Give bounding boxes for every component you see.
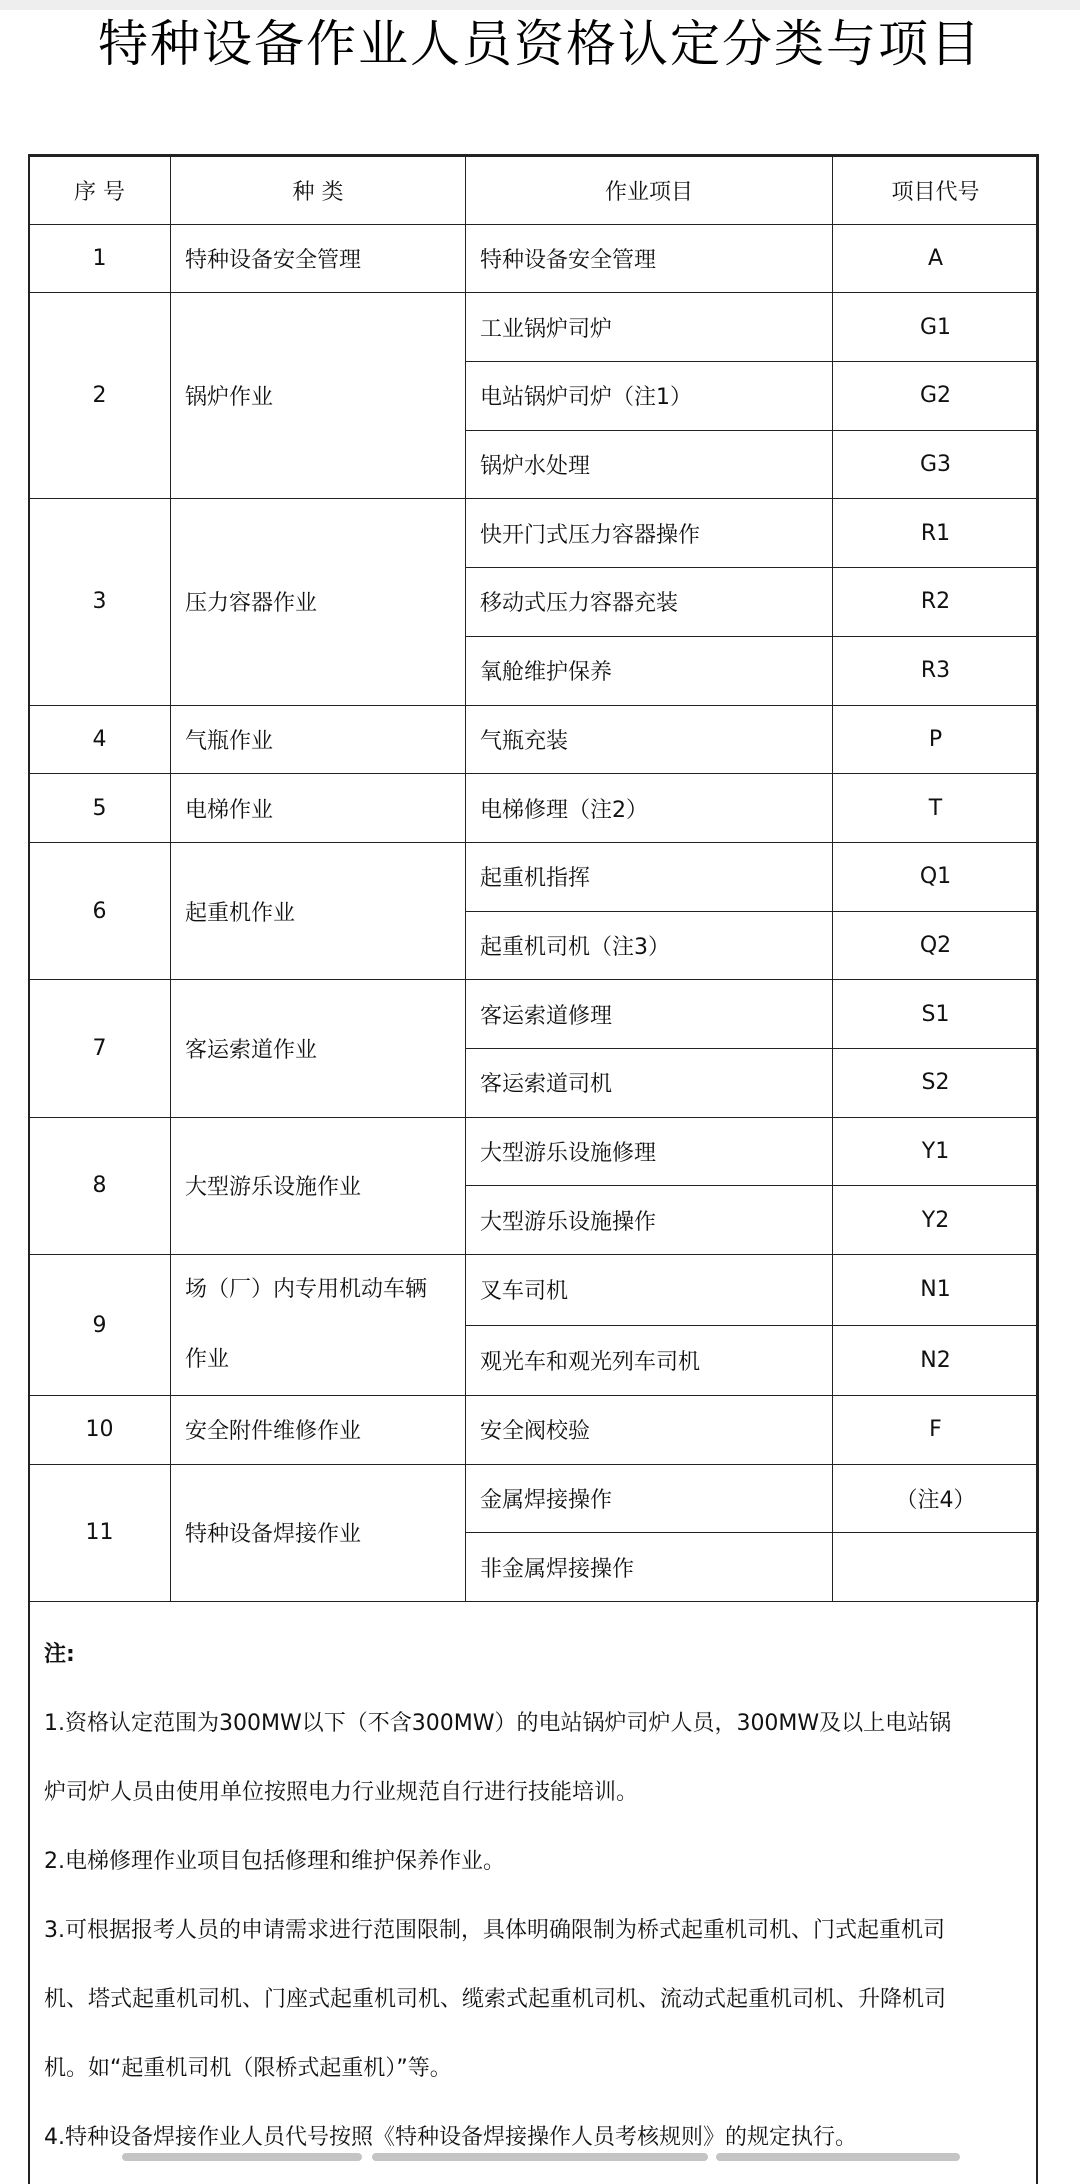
row-kind: 特种设备安全管理	[171, 224, 466, 293]
row-no: 10	[29, 1396, 171, 1465]
row-code: N2	[833, 1325, 1039, 1396]
table-row	[29, 1464, 1039, 1533]
row-code: Q2	[833, 911, 1039, 980]
row-no: 4	[29, 705, 171, 774]
row-code: Y1	[833, 1117, 1039, 1186]
row-no: 3	[29, 499, 171, 705]
row-kind: 大型游乐设施作业	[171, 1117, 466, 1254]
row-no: 2	[29, 293, 171, 499]
row-kind: 起重机作业	[171, 842, 466, 979]
qualification-table	[28, 154, 1039, 1602]
row-item: 快开门式压力容器操作	[466, 499, 833, 568]
row-kind: 特种设备焊接作业	[171, 1464, 466, 1601]
row-code: S2	[833, 1048, 1039, 1117]
row-no: 8	[29, 1117, 171, 1254]
table-header-row	[29, 156, 1039, 225]
header-no: 序 号	[29, 156, 171, 225]
row-item: 电梯修理（注2）	[466, 774, 833, 843]
row-item: 移动式压力容器充装	[466, 568, 833, 637]
row-code: R2	[833, 568, 1039, 637]
row-kind: 电梯作业	[171, 774, 466, 843]
header-item: 作业项目	[466, 156, 833, 225]
row-code: Q1	[833, 842, 1039, 911]
row-code: Y2	[833, 1186, 1039, 1255]
table-row	[29, 1117, 1039, 1186]
row-code: A	[833, 224, 1039, 293]
row-no: 5	[29, 774, 171, 843]
table-row	[29, 705, 1039, 774]
row-code: S1	[833, 980, 1039, 1049]
row-item: 电站锅炉司炉（注1）	[466, 362, 833, 431]
row-item: 大型游乐设施操作	[466, 1186, 833, 1255]
row-item: 叉车司机	[466, 1255, 833, 1326]
row-code: R3	[833, 636, 1039, 705]
notes-heading: 注:	[44, 1642, 75, 1667]
row-item: 锅炉水处理	[466, 430, 833, 499]
header-kind: 种 类	[171, 156, 466, 225]
row-code: G2	[833, 362, 1039, 431]
table-row	[29, 1255, 1039, 1326]
row-item: 客运索道司机	[466, 1048, 833, 1117]
row-code: T	[833, 774, 1039, 843]
row-item: 特种设备安全管理	[466, 224, 833, 293]
table-row	[29, 842, 1039, 911]
horizontal-scrollbar-segment-2[interactable]	[372, 2153, 708, 2161]
row-code: G3	[833, 430, 1039, 499]
note-line: 机。如“起重机司机（限桥式起重机）”等。	[44, 2056, 452, 2081]
row-item: 客运索道修理	[466, 980, 833, 1049]
row-no: 11	[29, 1464, 171, 1601]
table-row	[29, 224, 1039, 293]
row-kind-line1: 场（厂）内专用机动车辆	[185, 1277, 428, 1302]
row-item: 金属焊接操作	[466, 1464, 833, 1533]
note-line: 1.资格认定范围为300MW以下（不含300MW）的电站锅炉司炉人员，300MW及以上电站锅	[44, 1711, 952, 1736]
row-code: R1	[833, 499, 1039, 568]
table-row	[29, 980, 1039, 1049]
table-row	[29, 293, 1039, 362]
header-code: 项目代号	[833, 156, 1039, 225]
row-item: 气瓶充装	[466, 705, 833, 774]
row-no: 6	[29, 842, 171, 979]
row-item: 氧舱维护保养	[466, 636, 833, 705]
row-kind-line2: 作业	[185, 1347, 230, 1372]
row-code: （注4）	[833, 1464, 1039, 1533]
row-code: F	[833, 1396, 1039, 1465]
table-row	[29, 1396, 1039, 1465]
note-line: 炉司炉人员由使用单位按照电力行业规范自行进行技能培训。	[44, 1780, 639, 1805]
row-no: 7	[29, 980, 171, 1117]
row-item: 工业锅炉司炉	[466, 293, 833, 362]
note-line: 2.电梯修理作业项目包括修理和维护保养作业。	[44, 1849, 505, 1874]
row-no: 9	[29, 1255, 171, 1396]
row-kind	[171, 1255, 466, 1396]
row-item: 起重机司机（注3）	[466, 911, 833, 980]
horizontal-scrollbar-segment-3[interactable]	[716, 2153, 960, 2161]
note-line: 机、塔式起重机司机、门座式起重机司机、缆索式起重机司机、流动式起重机司机、升降机司	[44, 1987, 947, 2012]
row-kind: 压力容器作业	[171, 499, 466, 705]
row-kind: 客运索道作业	[171, 980, 466, 1117]
row-code: N1	[833, 1255, 1039, 1326]
row-item: 非金属焊接操作	[466, 1533, 833, 1602]
row-code	[833, 1533, 1039, 1602]
table-row	[29, 499, 1039, 568]
page-title: 特种设备作业人员资格认定分类与项目	[98, 15, 982, 73]
row-item: 大型游乐设施修理	[466, 1117, 833, 1186]
note-line: 4.特种设备焊接作业人员代号按照《特种设备焊接操作人员考核规则》的规定执行。	[44, 2125, 857, 2150]
row-kind: 气瓶作业	[171, 705, 466, 774]
row-code: P	[833, 705, 1039, 774]
row-kind: 锅炉作业	[171, 293, 466, 499]
row-item: 安全阀校验	[466, 1396, 833, 1465]
notes-section	[44, 1620, 1024, 2172]
row-kind: 安全附件维修作业	[171, 1396, 466, 1465]
row-item: 起重机指挥	[466, 842, 833, 911]
note-line: 3.可根据报考人员的申请需求进行范围限制，具体明确限制为桥式起重机司机、门式起重机司	[44, 1918, 945, 1943]
horizontal-scrollbar-segment-1[interactable]	[122, 2153, 362, 2161]
row-code: G1	[833, 293, 1039, 362]
table-row	[29, 774, 1039, 843]
row-item: 观光车和观光列车司机	[466, 1325, 833, 1396]
row-no: 1	[29, 224, 171, 293]
